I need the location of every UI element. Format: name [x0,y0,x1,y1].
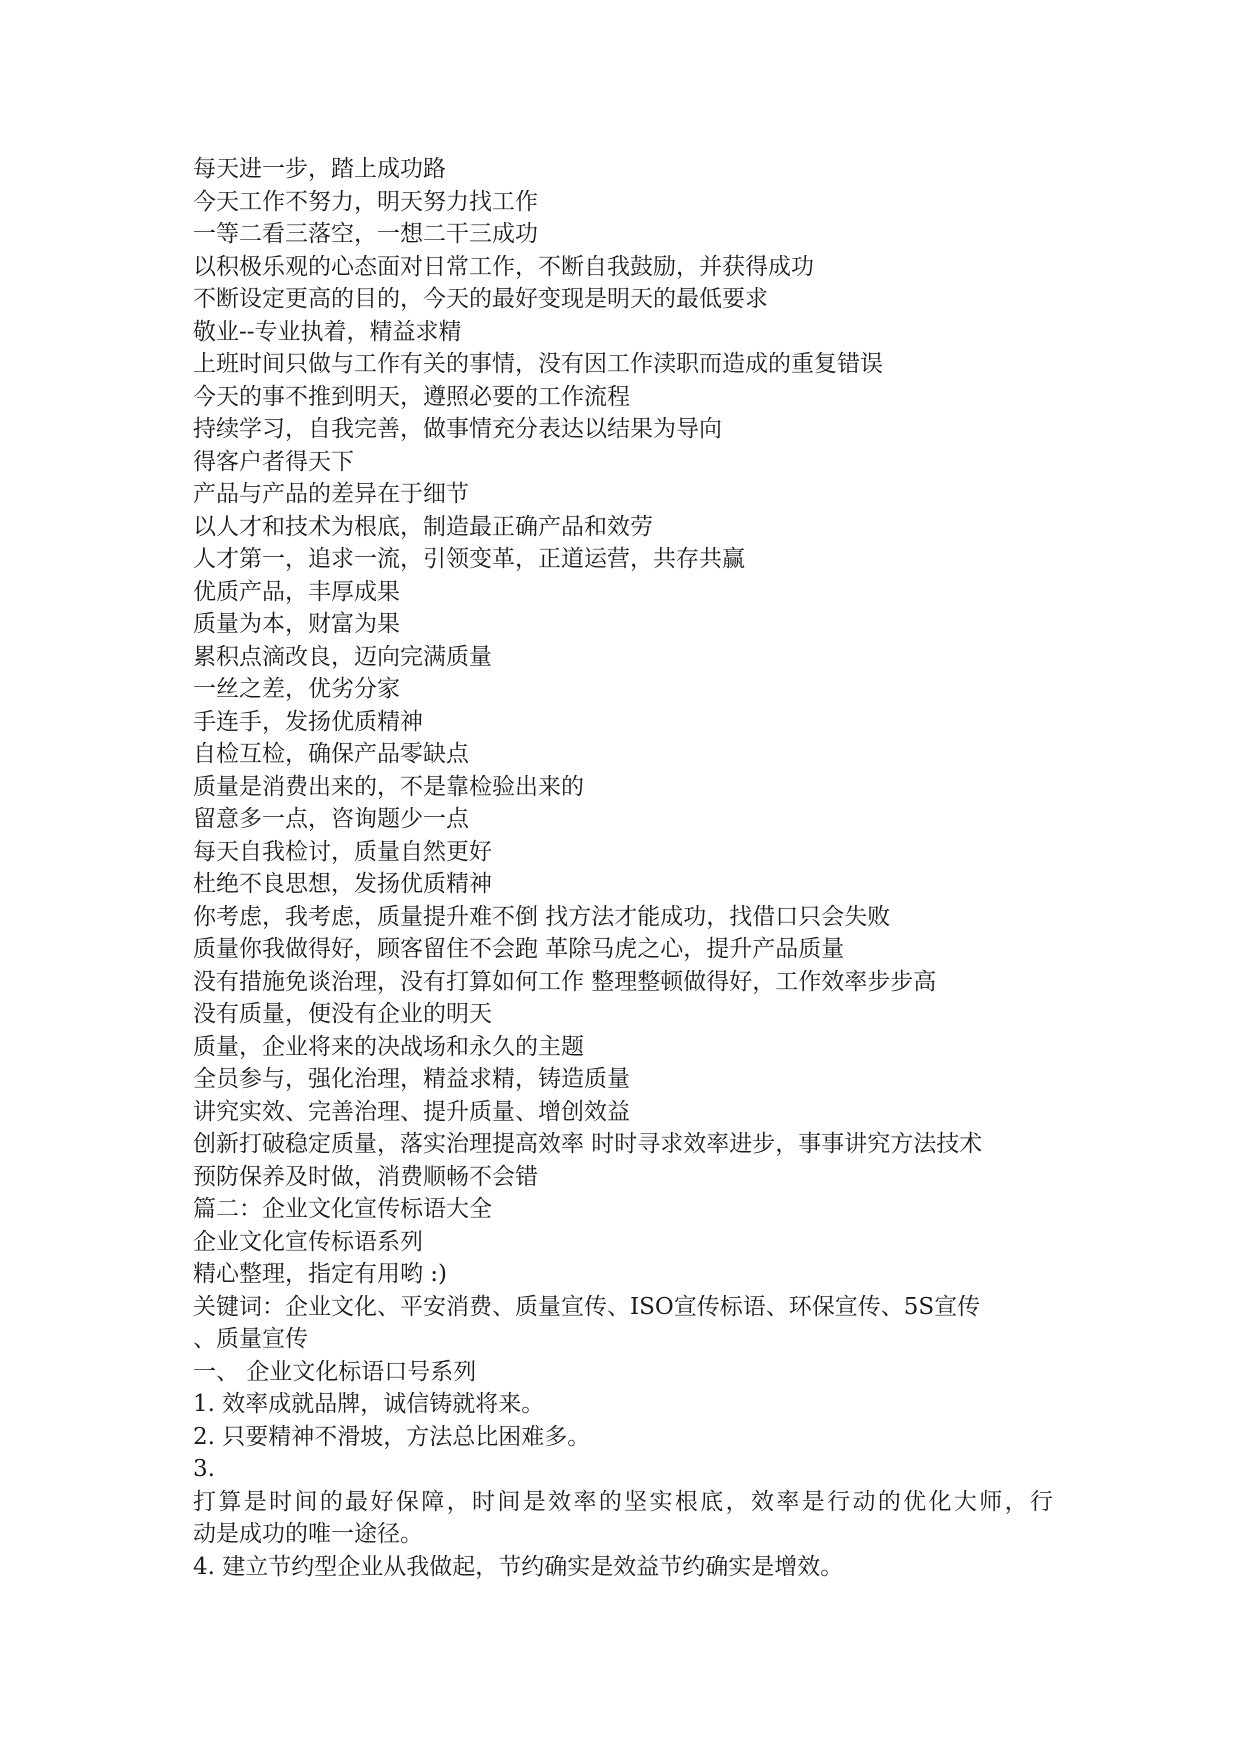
text-line: 不断设定更高的目的，今天的最好变现是明天的最低要求 [193,286,768,312]
list-item-text-continued: 动是成功的唯一途径。 [193,1521,423,1547]
text-line: 预防保养及时做，消费顺畅不会错 [193,1163,538,1190]
text-line: 杜绝不良思想，发扬优质精神 [193,871,492,897]
list-item: 1. 效率成就品牌，诚信铸就将来。 [193,1391,545,1417]
text-line: 人才第一，追求一流，引领变革，正道运营，共存共赢 [193,546,745,572]
text-line: 你考虑，我考虑，质量提升难不倒 找方法才能成功，找借口只会失败 [193,903,891,930]
text-line: 优质产品，丰厚成果 [193,578,400,605]
list-item: 2. 只要精神不滑坡，方法总比困难多。 [193,1423,591,1450]
text-line: 精心整理，指定有用哟 :) [193,1261,448,1287]
text-line: 累积点滴改良，迈向完满质量 [193,643,492,670]
text-line: 没有措施免谈治理，没有打算如何工作 整理整顿做得好，工作效率步步高 [193,968,937,995]
text-line: 质量，企业将来的决战场和永久的主题 [193,1033,584,1060]
subsection-heading: 一、 企业文化标语口号系列 [193,1358,477,1385]
text-line: 手连手，发扬优质精神 [193,708,423,735]
text-line: 今天的事不推到明天，遵照必要的工作流程 [193,383,630,410]
text-line: 质量是消费出来的，不是靠检验出来的 [193,773,584,800]
list-item: 4. 建立节约型企业从我做起，节约确实是效益节约确实是增效。 [193,1553,844,1580]
text-line: 每天自我检讨，质量自然更好 [193,838,492,865]
text-line: 产品与产品的差异在于细节 [193,481,469,507]
text-line: 一丝之差，优劣分家 [193,676,400,702]
text-line: 留意多一点，咨询题少一点 [193,806,469,832]
text-line: 全员参与，强化治理，精益求精，铸造质量 [193,1066,630,1092]
list-item-text: 打算是时间的最好保障，时间是效率的坚实根底，效率是行动的优化大师，行 [193,1488,1053,1515]
text-line: 创新打破稳定质量，落实治理提高效率 时时寻求效率进步，事事讲究方法技术 [193,1131,983,1157]
text-line: 讲究实效、完善治理、提升质量、增创效益 [193,1098,630,1125]
text-line: 没有质量，便没有企业的明天 [193,1001,492,1027]
keywords-line-continued: 、质量宣传 [193,1326,308,1352]
text-line: 每天进一步，踏上成功路 [193,156,446,182]
text-line: 持续学习，自我完善，做事情充分表达以结果为导向 [193,416,722,442]
text-line: 一等二看三落空，一想二干三成功 [193,221,538,247]
text-line: 以积极乐观的心态面对日常工作，不断自我鼓励，并获得成功 [193,253,814,280]
text-line: 质量你我做得好，顾客留住不会跑 革除马虎之心，提升产品质量 [193,936,845,962]
keywords-line: 关键词：企业文化、平安消费、质量宣传、ISO宣传标语、环保宣传、5S宣传 [193,1293,981,1320]
text-line: 企业文化宣传标语系列 [193,1228,423,1255]
text-line: 得客户者得天下 [193,448,354,475]
text-line: 质量为本，财富为果 [193,611,400,637]
document-body [193,153,1053,1583]
list-item-number: 3. [193,1456,215,1482]
text-line: 敬业--专业执着，精益求精 [193,318,462,345]
section-heading: 篇二：企业文化宣传标语大全 [193,1196,492,1222]
text-line: 上班时间只做与工作有关的事情，没有因工作渎职而造成的重复错误 [193,351,883,377]
text-line: 自检互检，确保产品零缺点 [193,741,469,767]
text-line: 以人才和技术为根底，制造最正确产品和效劳 [193,513,653,540]
text-line: 今天工作不努力，明天努力找工作 [193,188,538,215]
